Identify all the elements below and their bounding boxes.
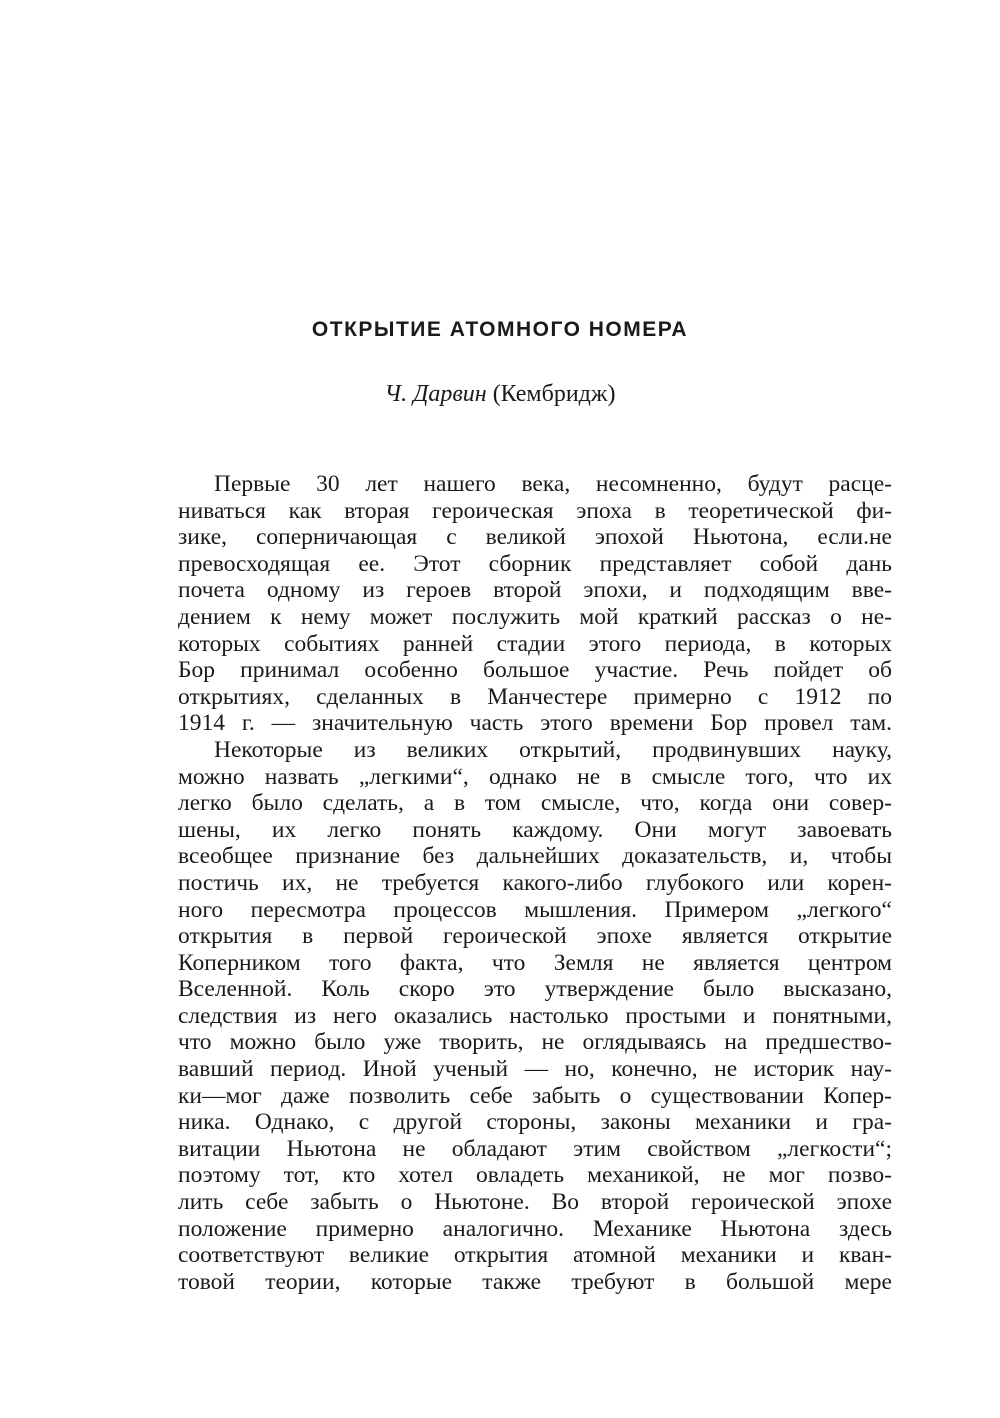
body-line: превосходящая ее. Этот сборник представляет собой дань <box>178 550 892 577</box>
author-name: Ч. Дарвин <box>384 381 487 407</box>
author-affiliation: (Кембридж) <box>492 381 616 407</box>
body-line: дением к нему может послужить мой краткий рассказ о не- <box>178 603 892 630</box>
body-line: можно назвать „легкими“, однако не в смысле того, что их <box>178 763 892 790</box>
body-line: Первые 30 лет нашего века, несомненно, будут расце- <box>214 471 892 497</box>
body-line: которых событиях ранней стадии этого периода, в которых <box>178 630 892 657</box>
article-body <box>178 471 892 1295</box>
body-line: Некоторые из великих открытий, продвинувших науку, <box>214 736 892 763</box>
body-line: что можно было уже творить, не оглядываясь на предшество- <box>178 1029 892 1056</box>
body-line: вавший период. Иной ученый — но, конечно, не историк нау- <box>178 1056 892 1083</box>
body-line: положение примерно аналогично. Механике Ньютона здесь <box>178 1215 892 1242</box>
body-line: товой теории, которые также требуют в большой мере <box>178 1268 892 1295</box>
body-line: ного пересмотра процессов мышления. Примером „легкого“ <box>178 896 892 923</box>
body-line: ниваться как вторая героическая эпоха в теоретической фи- <box>178 497 892 524</box>
body-line: следствия из него оказались настолько простыми и понятными, <box>178 1002 892 1029</box>
article-author <box>0 381 1000 408</box>
body-line: 1914 г. — значительную часть этого времени Бор провел там. <box>178 710 892 737</box>
body-line: соответствуют великие открытия атомной механики и кван- <box>178 1242 892 1269</box>
body-line: открытиях, сделанных в Манчестере примерно с 1912 по <box>178 683 892 710</box>
body-line: шены, их легко понять каждому. Они могут завоевать <box>178 816 892 843</box>
body-line: постичь их, не требуется какого-либо глубокого или корен- <box>178 869 892 896</box>
body-line: Вселенной. Коль скоро это утверждение было высказано, <box>178 976 892 1003</box>
body-line: лить себе забыть о Ньютоне. Во второй героической эпохе <box>178 1189 892 1216</box>
body-line: всеобщее признание без дальнейших доказательств, и, чтобы <box>178 843 892 870</box>
body-line: ки—мог даже позволить себе забыть о существовании Копер- <box>178 1082 892 1109</box>
body-line: Бор принимал особенно большое участие. Речь пойдет об <box>178 657 892 684</box>
body-line: почета одному из героев второй эпохи, и подходящим вве- <box>178 577 892 604</box>
body-line: Коперником того факта, что Земля не является центром <box>178 949 892 976</box>
body-line: зике, соперничающая с великой эпохой Ньютона, если.не <box>178 524 892 551</box>
article-title: ОТКРЫТИЕ АТОМНОГО НОМЕРА <box>311 318 689 341</box>
body-line: открытия в первой героической эпохе является открытие <box>178 923 892 950</box>
body-line: легко было сделать, а в том смысле, что, когда они совер- <box>178 790 892 817</box>
body-line: поэтому тот, кто хотел овладеть механикой, не мог позво- <box>178 1162 892 1189</box>
body-line: ника. Однако, с другой стороны, законы механики и гра- <box>178 1109 892 1136</box>
body-line: витации Ньютона не обладают этим свойством „легкости“; <box>178 1135 892 1162</box>
